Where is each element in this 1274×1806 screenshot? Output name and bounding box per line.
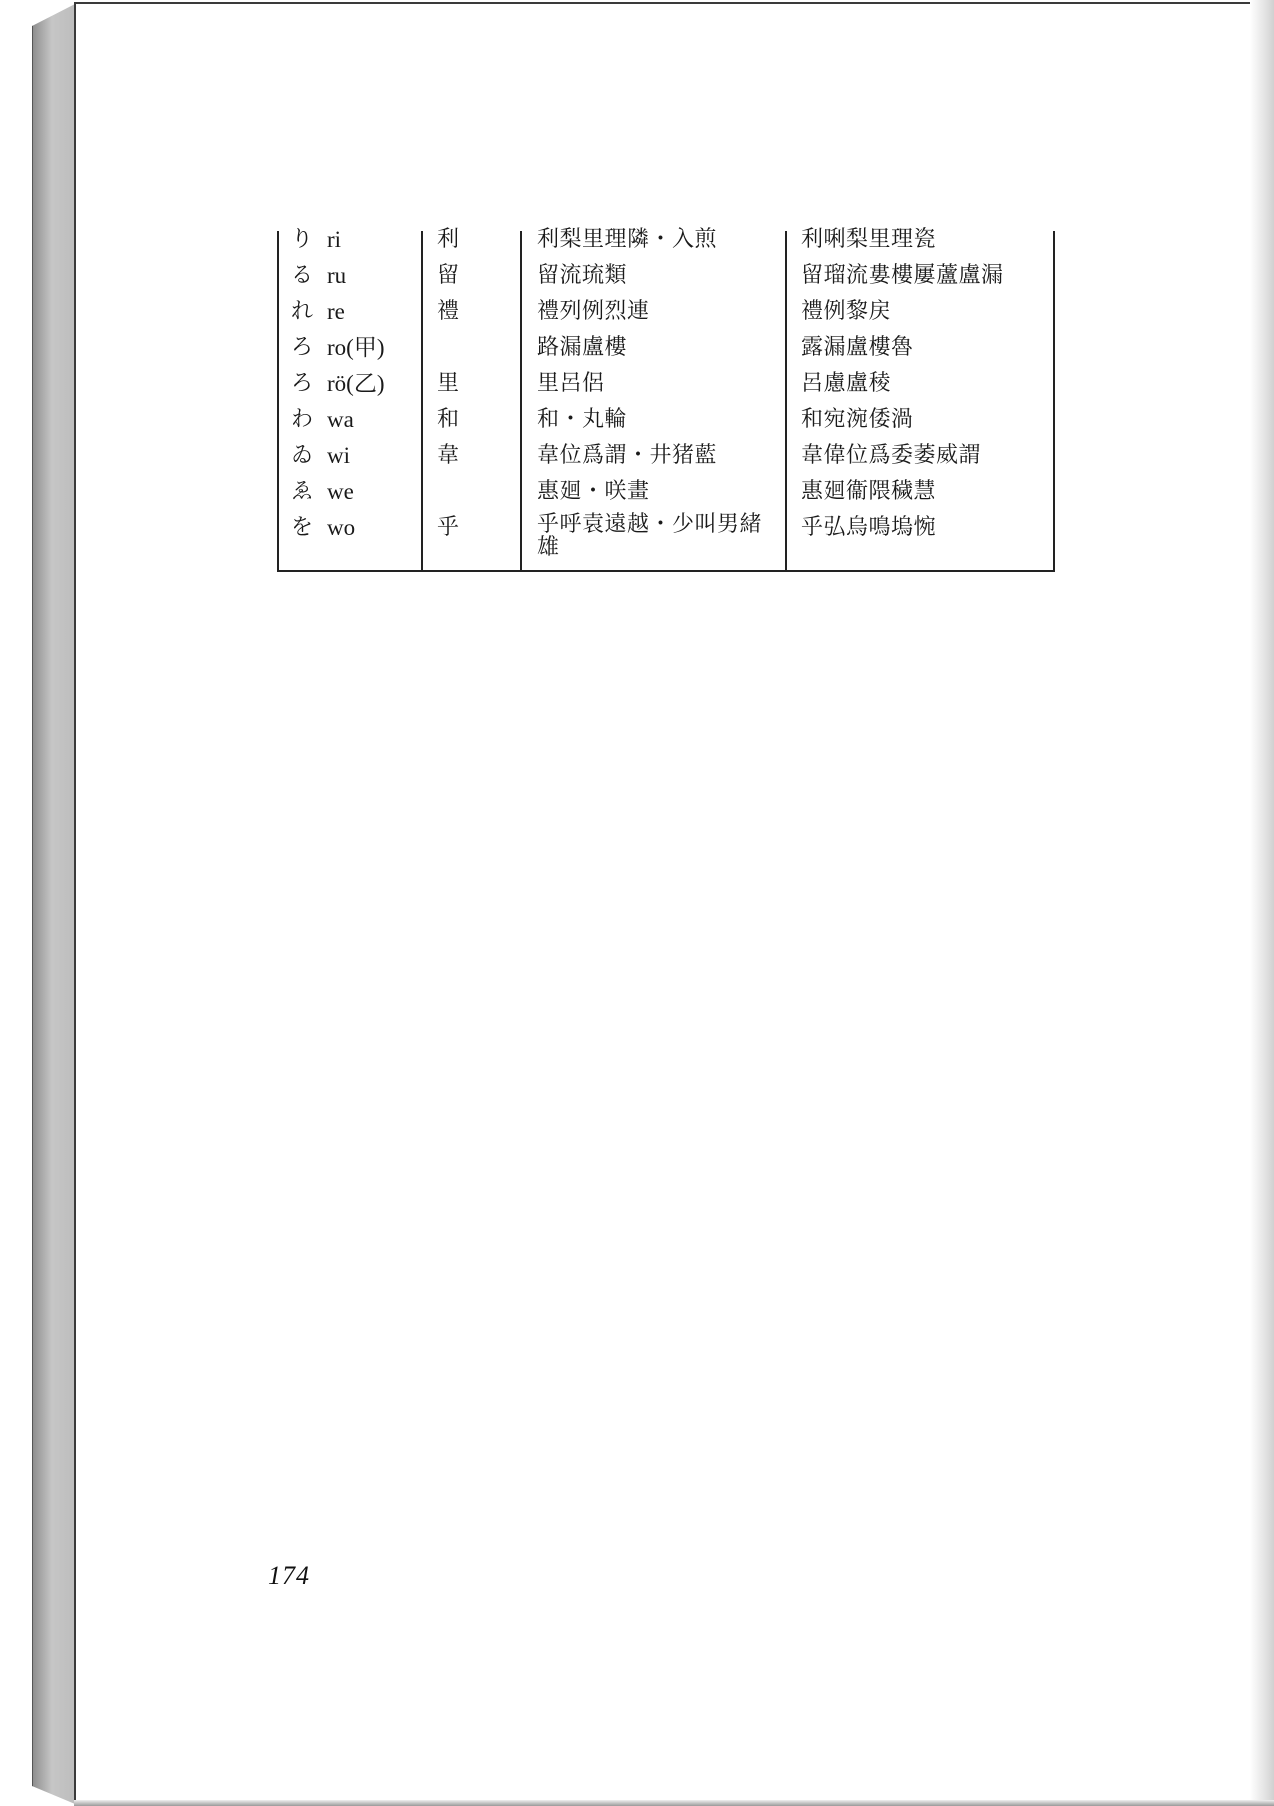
character-list-cell: 路漏盧樓 [537,335,628,360]
kana-cell: ゐ [291,443,314,468]
character-list-cell: 留瑠流婁樓屢蘆盧漏 [801,263,1004,288]
page-number: 174 [268,1561,310,1590]
representative-char-cell: 留 [437,263,460,288]
character-list-cell: 乎弘烏鳴塢惋 [801,515,937,540]
romanization-cell: ro(甲) [327,335,385,360]
character-list-cell: 里呂侶 [537,371,605,396]
kana-cell: ろ [291,371,314,396]
kana-cell: る [291,263,314,288]
character-list-cell: 韋偉位爲委萎威謂 [801,443,982,468]
character-list-cell: 和宛涴倭渦 [801,407,914,432]
character-list-cell: 露漏盧樓魯 [801,335,914,360]
romanization-cell: wo [327,515,356,540]
kana-cell: わ [291,407,314,432]
kana-cell: ゑ [291,479,314,504]
romanization-cell: ru [327,263,347,288]
romanization-cell: wi [327,443,350,468]
table-row [277,261,1055,297]
table-row [277,405,1055,441]
character-list-cell: 留流琉類 [537,263,628,288]
table-row [277,477,1055,513]
character-list-cell: 利梨里理隣・入煎 [537,227,718,252]
romanization-cell: we [327,479,354,504]
page-edge-shadow [1250,0,1274,1806]
character-list-cell: 乎呼袁遠越・少叫男緒雄 [537,512,763,560]
representative-char-cell: 禮 [437,299,460,324]
character-list-cell: 惠廻衞隈穢慧 [801,479,937,504]
representative-char-cell: 里 [437,371,460,396]
table-row [277,513,1055,569]
kana-cell: を [291,515,314,540]
character-list-cell: 惠廻・咲畫 [537,479,650,504]
table-row [277,333,1055,369]
kana-cell: れ [291,299,314,324]
man-yogana-table [277,225,1055,575]
representative-char-cell: 和 [437,407,460,432]
kana-cell: り [291,227,314,252]
character-list-cell: 禮列例烈連 [537,299,650,324]
representative-char-cell: 乎 [437,515,460,540]
character-list-cell: 呂慮盧稜 [801,371,892,396]
table-row [277,297,1055,333]
table-row [277,369,1055,405]
representative-char-cell: 韋 [437,443,460,468]
table-row [277,225,1055,261]
romanization-cell: wa [327,407,354,432]
book-spine [32,4,75,1804]
table-bottom-rule [277,570,1055,572]
romanization-cell: re [327,299,345,324]
character-list-cell: 利唎梨里理瓷 [801,227,937,252]
character-list-cell: 韋位爲謂・井猪藍 [537,443,718,468]
table-row [277,441,1055,477]
romanization-cell: rö(乙) [327,371,385,396]
representative-char-cell: 利 [437,227,460,252]
character-list-cell: 和・丸輪 [537,407,628,432]
page-bottom-edge [74,1800,1274,1806]
kana-cell: ろ [291,335,314,360]
romanization-cell: ri [327,227,342,252]
character-list-cell: 禮例黎戻 [801,299,892,324]
